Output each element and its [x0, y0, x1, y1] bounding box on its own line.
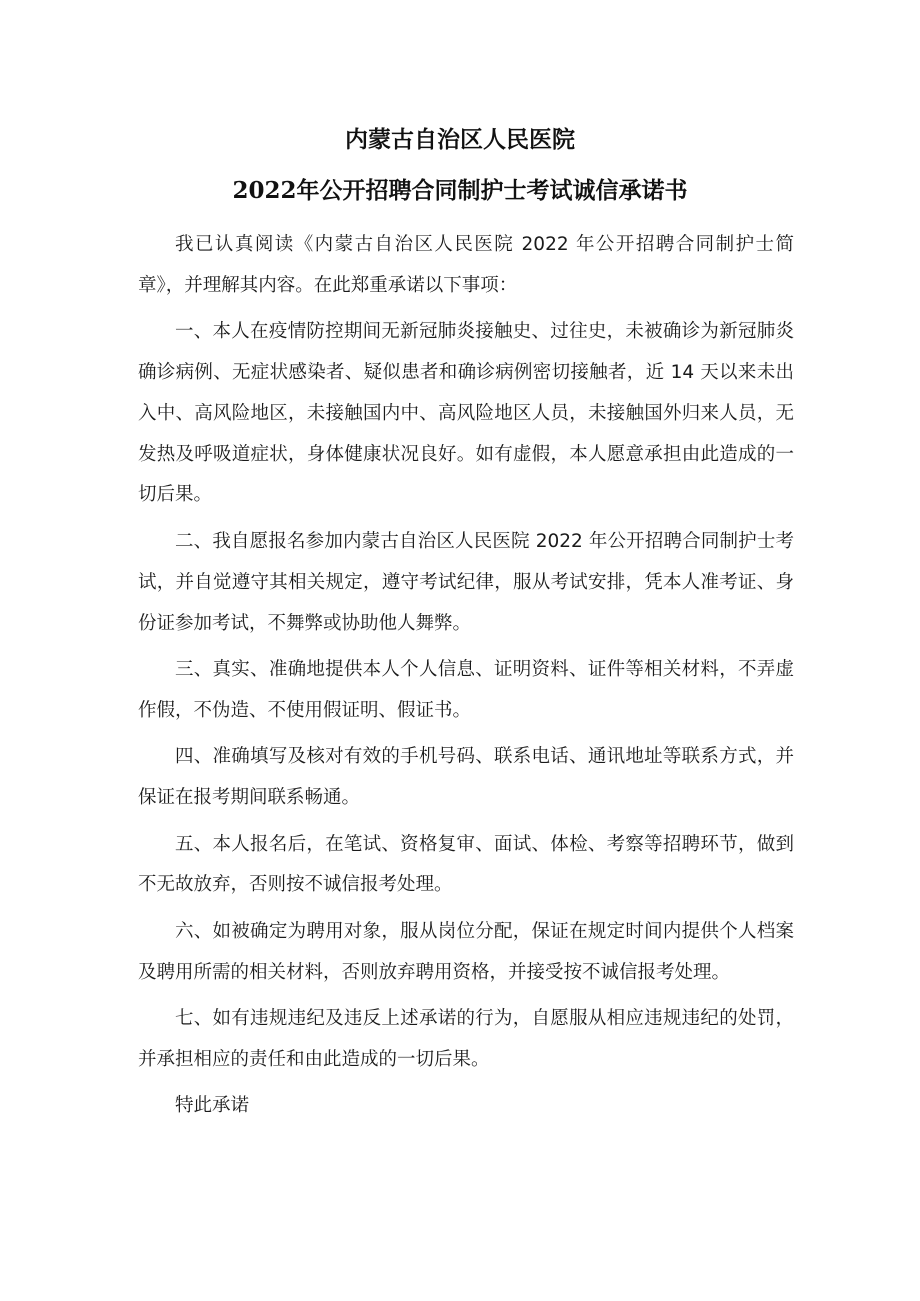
document-body [138, 225, 794, 1133]
paragraph-intro: 我已认真阅读《内蒙古自治区人民医院 2022 年公开招聘合同制护士简章》，并理解其内容。在此郑重承诺以下事项： [138, 234, 794, 296]
paragraph-item-7: 七、如有违规违纪及违反上述承诺的行为，自愿服从相应违规违纪的处罚，并承担相应的责任和由此造成的一切后果。 [138, 1008, 794, 1070]
paragraph-item-2: 二、我自愿报名参加内蒙古自治区人民医院 2022 年公开招聘合同制护士考试，并自觉遵守其相关规定，遵守考试纪律，服从考试安排，凭本人准考证、身份证参加考试，不舞弊或协助他人舞弊。 [138, 530, 794, 634]
paragraph-closing: 特此承诺 [175, 1095, 250, 1117]
paragraph-item-4: 四、准确填写及核对有效的手机号码、联系电话、通讯地址等联系方式，并保证在报考期间联系畅通。 [138, 746, 794, 809]
paragraph-item-1: 一、本人在疫情防控期间无新冠肺炎接触史、过往史，未被确诊为新冠肺炎确诊病例、无症状感染者、疑似患者和确诊病例密切接触者，近 14 天以来未出入中、高风险地区，未接触国内中、高风险地区人员，未接触国外归来人员，无发热及呼吸道症状，身体健康状况良好。如有虚假，本人愿意承担由此造成的一切后果。 [138, 321, 794, 506]
document-title-pledge: 2022年公开招聘合同制护士考试诚信承诺书 [232, 177, 688, 204]
paragraph-item-5: 五、本人报名后，在笔试、资格复审、面试、体检、考察等招聘环节，做到不无故放弃，否则按不诚信报考处理。 [138, 833, 794, 896]
document-title-hospital: 内蒙古自治区人民医院 [345, 126, 575, 153]
paragraph-item-3: 三、真实、准确地提供本人个人信息、证明资料、证件等相关材料，不弄虚作假，不伪造、不使用假证明、假证书。 [138, 659, 794, 721]
paragraph-item-6: 六、如被确定为聘用对象，服从岗位分配，保证在规定时间内提供个人档案及聘用所需的相关材料，否则放弃聘用资格，并接受按不诚信报考处理。 [138, 920, 794, 983]
